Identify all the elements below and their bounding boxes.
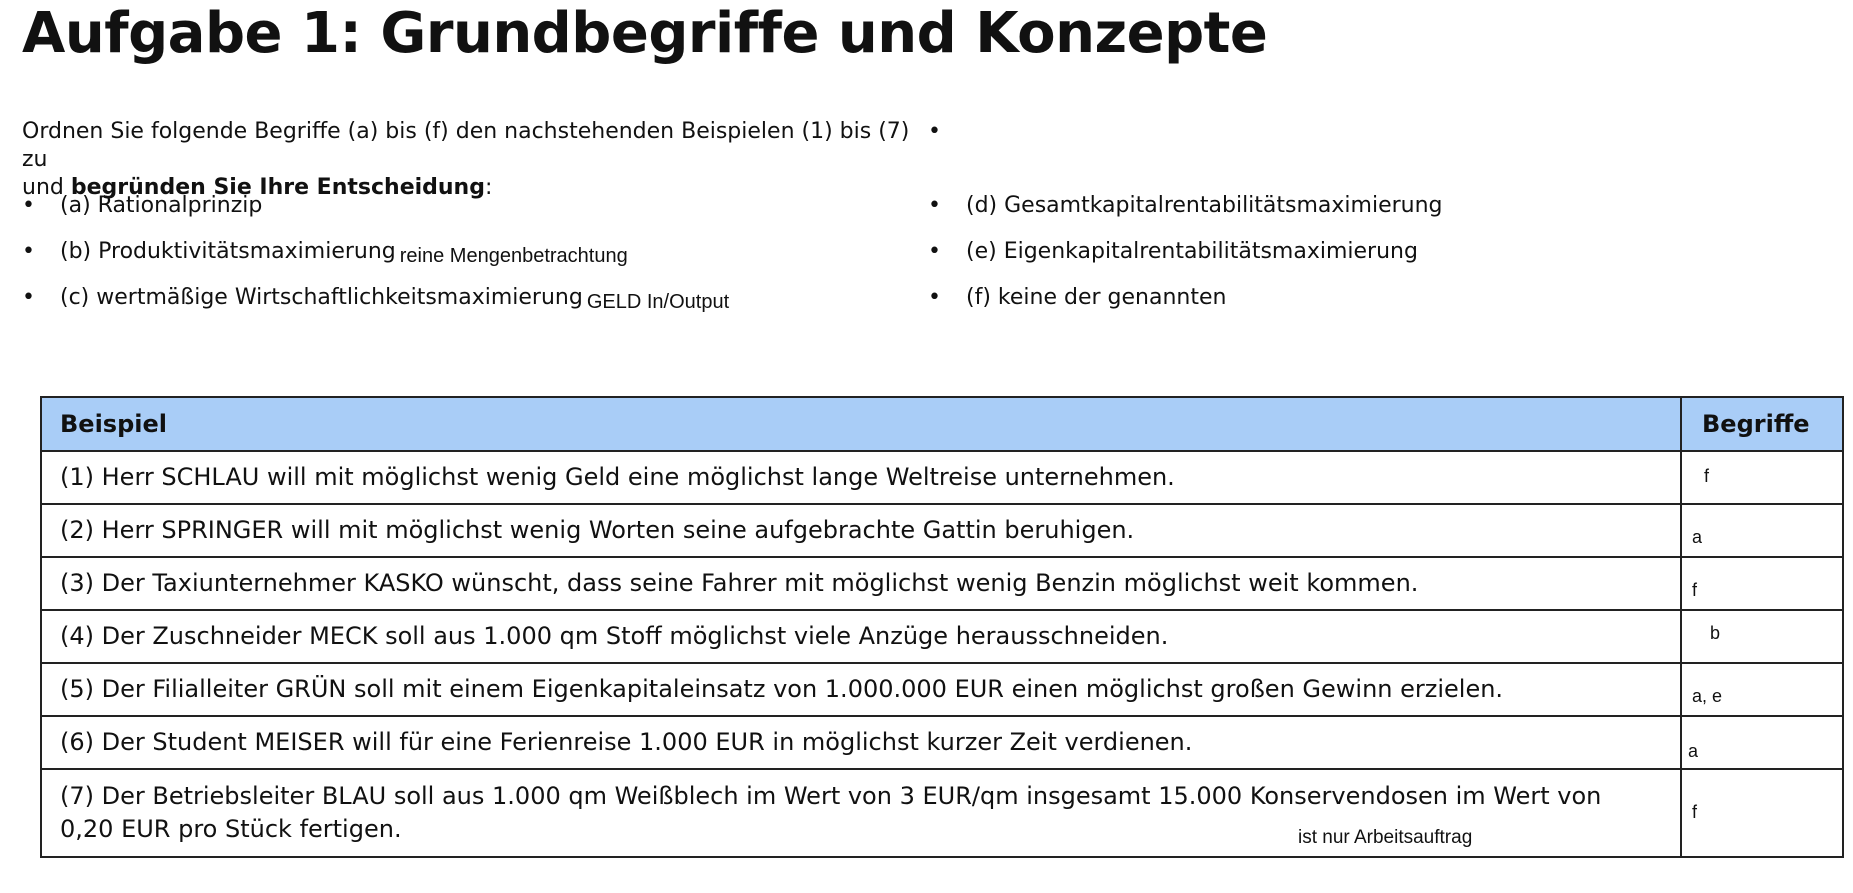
answer-text: f — [1704, 466, 1710, 486]
table-row — [41, 610, 1843, 663]
term-f — [928, 282, 1443, 328]
terms-list-left — [22, 190, 729, 328]
term-e — [928, 236, 1443, 282]
handwritten-note: reine Mengenbetrachtung — [399, 245, 628, 267]
table-row — [41, 504, 1843, 557]
examples-table — [40, 396, 1844, 858]
answer-cell[interactable] — [1681, 769, 1843, 857]
term-label: (e) Eigenkapitalrentabilitätsmaximierung — [966, 239, 1418, 264]
term-label: (a) Rationalprinzip — [60, 193, 263, 218]
example-text: (5) Der Filialleiter GRÜN soll mit einem Eigenkapitaleinsatz von 1.000.000 EUR einen möglichst großen Gewinn erzielen. — [41, 663, 1681, 716]
header-beispiel: Beispiel — [41, 397, 1681, 451]
term-c — [22, 282, 729, 328]
answer-cell[interactable] — [1681, 504, 1843, 557]
example-cell — [41, 769, 1681, 857]
page-title: Aufgabe 1: Grundbegriffe und Konzepte — [22, 1, 1268, 66]
answer-text: a — [1692, 527, 1703, 547]
term-a — [22, 190, 729, 236]
handwritten-note: GELD In/Output — [586, 291, 730, 313]
instructions-line-2-bold: begründen Sie Ihre Entscheidung — [70, 175, 485, 200]
answer-cell[interactable] — [1681, 663, 1843, 716]
header-begriffe: Begriffe — [1681, 397, 1843, 451]
answer-text: f — [1692, 802, 1698, 822]
table-row — [41, 769, 1843, 857]
answer-text: b — [1710, 623, 1721, 643]
term-label: (f) keine der genannten — [966, 285, 1227, 310]
term-label: (c) wertmäßige Wirtschaftlichkeitsmaximierung — [60, 285, 583, 310]
answer-cell[interactable] — [1681, 557, 1843, 610]
answer-cell[interactable] — [1681, 451, 1843, 504]
example-text: (6) Der Student MEISER will für eine Ferienreise 1.000 EUR in möglichst kurzer Zeit verdienen. — [41, 716, 1681, 769]
answer-text: a — [1688, 741, 1699, 761]
table-row — [41, 663, 1843, 716]
term-d — [928, 190, 1443, 236]
table-row — [41, 451, 1843, 504]
term-b — [22, 236, 729, 282]
handwritten-remark: ist nur Arbeitsauftrag — [1298, 827, 1473, 848]
answer-text: a, e — [1692, 686, 1723, 706]
term-label: (d) Gesamtkapitalrentabilitätsmaximierung — [966, 193, 1443, 218]
example-text: (3) Der Taxiunternehmer KASKO wünscht, dass seine Fahrer mit möglichst wenig Benzin möglichst weit kommen. — [41, 557, 1681, 610]
term-label: (b) Produktivitätsmaximierung — [60, 239, 396, 264]
answer-cell[interactable] — [1681, 610, 1843, 663]
table-row — [41, 716, 1843, 769]
answer-text: f — [1692, 580, 1698, 600]
table-row — [41, 557, 1843, 610]
instructions-line-2-suffix: : — [484, 175, 493, 200]
example-text: (4) Der Zuschneider MECK soll aus 1.000 qm Stoff möglichst viele Anzüge herausschneiden. — [41, 610, 1681, 663]
example-text: (7) Der Betriebsleiter BLAU soll aus 1.000 qm Weißblech im Wert von 3 EUR/qm insgesamt 15.000 Konservendosen im Wert von 0,20 EUR pro Stück fertigen. — [60, 782, 1602, 843]
terms-list-right — [928, 190, 1443, 328]
bullet-marker: • — [928, 119, 941, 144]
example-text: (2) Herr SPRINGER will mit möglichst wenig Worten seine aufgebrachte Gattin beruhigen. — [41, 504, 1681, 557]
instructions-line-2-prefix: und — [22, 175, 71, 200]
example-text: (1) Herr SCHLAU will mit möglichst wenig Geld eine möglichst lange Weltreise unternehmen. — [41, 451, 1681, 504]
answer-cell[interactable] — [1681, 716, 1843, 769]
instructions-line-1: Ordnen Sie folgende Begriffe (a) bis (f) den nachstehenden Beispielen (1) bis (7) zu — [22, 119, 910, 172]
table-header-row — [41, 397, 1843, 451]
